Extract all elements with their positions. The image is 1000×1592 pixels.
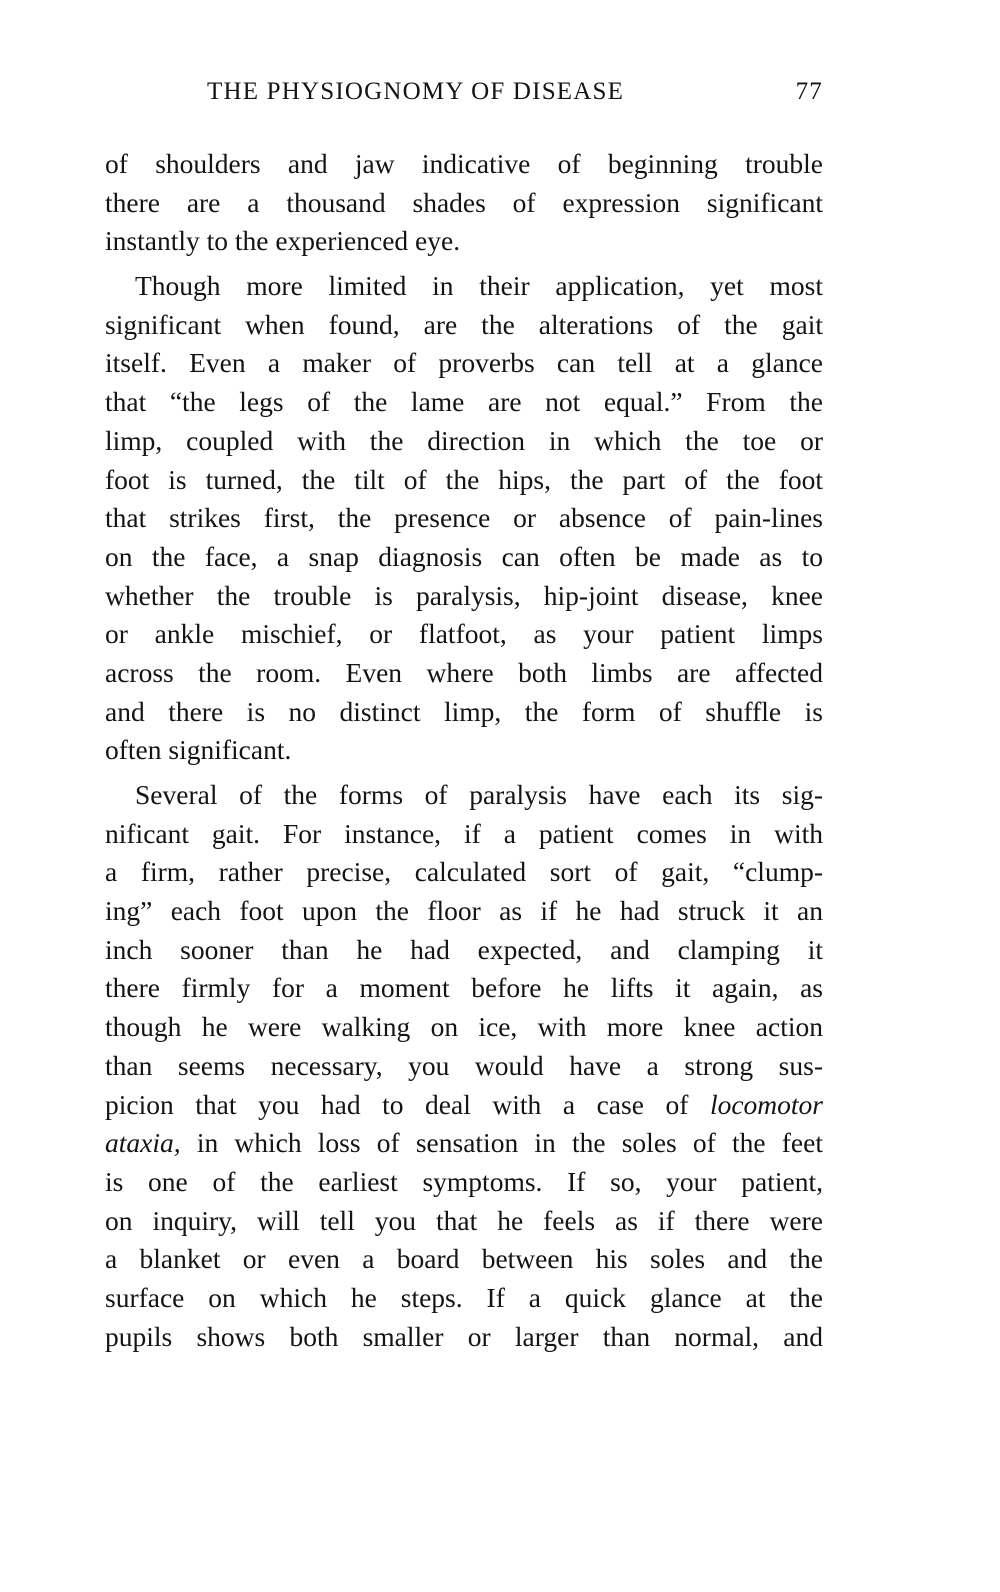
running-title: THE PHYSIOGNOMY OF DISEASE	[207, 78, 625, 105]
text-line: there firmly for a moment before he lifts it again, as	[105, 972, 823, 1004]
text-line: a firm, rather precise, calculated sort of gait, “clump-	[105, 856, 823, 888]
text-line: than seems necessary, you would have a strong sus-	[105, 1049, 823, 1081]
text-line: foot is turned, the tilt of the hips, the part of the foot	[105, 463, 823, 495]
paragraph-1	[105, 145, 823, 261]
text-line: itself. Even a maker of proverbs can tell at a glance	[105, 347, 823, 379]
text-line: on the face, a snap diagnosis can often be made as to	[105, 540, 823, 572]
text-line: is one of the earliest symptoms. If so, your patient,	[105, 1165, 823, 1197]
text-line: Though more limited in their application, yet most	[135, 270, 823, 302]
text-line: though he were walking on ice, with more knee action	[105, 1011, 823, 1043]
italic-term: ataxia,	[105, 1127, 181, 1159]
running-head	[105, 78, 823, 118]
text-line: and there is no distinct limp, the form of shuffle is	[105, 695, 823, 727]
page-number: 77	[795, 78, 823, 105]
text-line: limp, coupled with the direction in which the toe or	[105, 424, 823, 456]
text-line: of shoulders and jaw indicative of beginning trouble	[105, 148, 823, 179]
text-line: a blanket or even a board between his soles and the	[105, 1243, 823, 1275]
text-run: in which loss of sensation in the soles of the feet	[196, 1127, 823, 1159]
text-line: surface on which he steps. If a quick glance at the	[105, 1281, 823, 1313]
text-line: whether the trouble is paralysis, hip-joint disease, knee	[105, 579, 823, 611]
text-line: instantly to the experienced eye.	[105, 225, 461, 257]
text-line: Several of the forms of paralysis have each its sig-	[135, 779, 823, 810]
text-line: there are a thousand shades of expression significant	[105, 186, 823, 218]
text-line: across the room. Even where both limbs are affected	[105, 656, 823, 688]
text-line: inch sooner than he had expected, and clamping it	[105, 933, 823, 965]
book-page	[105, 78, 823, 1356]
text-line: on inquiry, will tell you that he feels as if there were	[105, 1204, 823, 1236]
text-line: often significant.	[105, 734, 292, 766]
text-line: that strikes first, the presence or absence of pain-lines	[105, 502, 823, 534]
paragraph-3	[105, 776, 823, 1356]
text-line: significant when found, are the alterations of the gait	[105, 308, 823, 340]
italic-term: locomotor	[709, 1088, 824, 1120]
text-line: nificant gait. For instance, if a patient comes in with	[105, 817, 823, 849]
text-line	[105, 1086, 823, 1125]
text-run: picion that you had to deal with a case of	[105, 1088, 689, 1120]
text-line: ing” each foot upon the floor as if he had struck it an	[105, 895, 823, 927]
text-line: pupils shows both smaller or larger than normal, and	[105, 1320, 823, 1352]
text-line	[105, 1124, 823, 1163]
text-line: that “the legs of the lame are not equal.” From the	[105, 386, 823, 418]
paragraph-2	[105, 267, 823, 770]
text-line: or ankle mischief, or flatfoot, as your patient limps	[105, 618, 823, 650]
